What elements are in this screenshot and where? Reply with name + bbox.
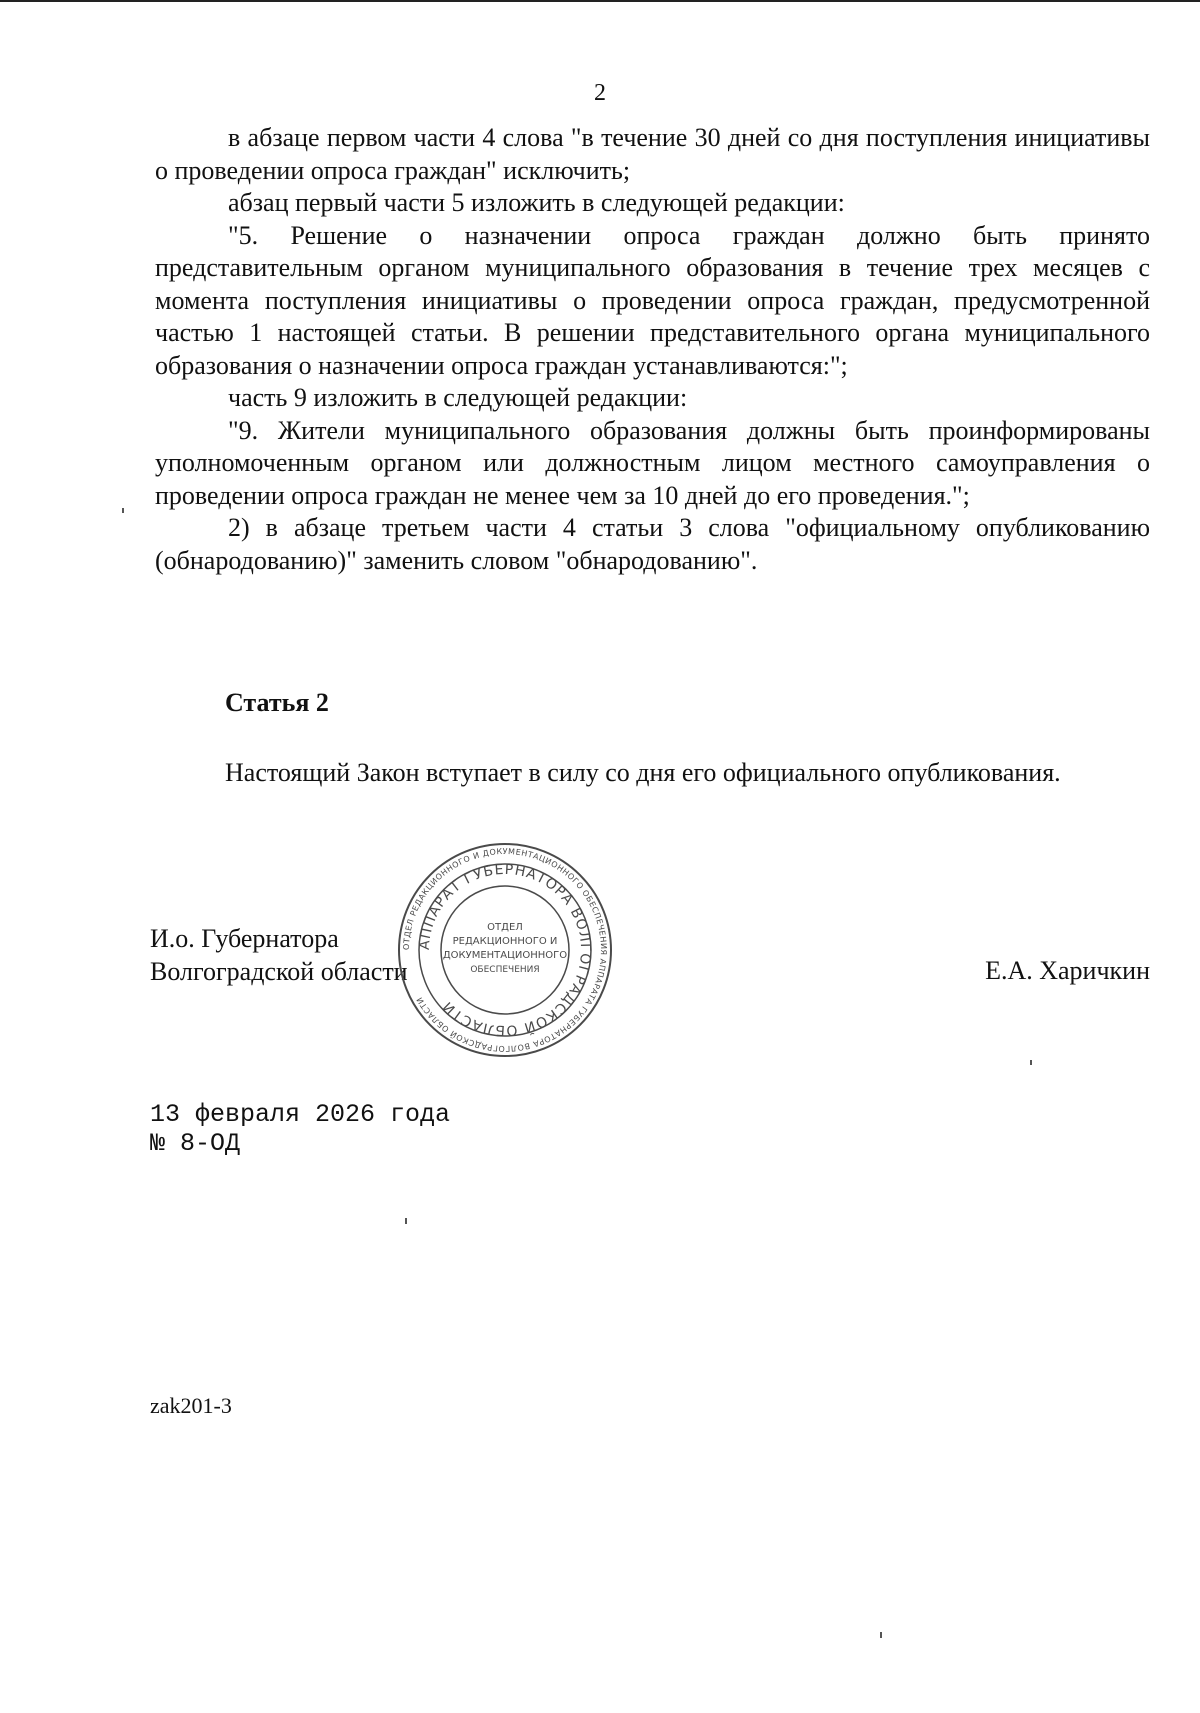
paragraph-6: 2) в абзаце третьем части 4 статьи 3 слова "официальному опубликованию (обнародованию)" заменить словом "обнародованию".	[155, 513, 1150, 575]
registration-block	[150, 1100, 450, 1158]
paragraph-4: часть 9 изложить в следующей редакции:	[228, 383, 688, 412]
scan-speck	[1030, 1060, 1032, 1065]
seal-center-line-1: ОТДЕЛ	[487, 922, 523, 933]
amendment-text	[155, 122, 1150, 577]
scan-speck	[405, 1218, 407, 1224]
scan-edge-line	[0, 0, 1200, 2]
document-code: zak201-3	[150, 1393, 232, 1418]
paragraph-5: "9. Жители муниципального образования должны быть проинформированы уполномоченным органом или должностным лицом местного самоуправления о проведении опроса граждан не менее чем за 10 дней до его проведения.";	[155, 415, 1150, 510]
seal-outer-text: ОТДЕЛ РЕДАКЦИОННОГО И ДОКУМЕНТАЦИОННОГО ОБЕСПЕЧЕНИЯ АППАРАТА ГУБЕРНАТОРА ВОЛГОГРАДСКОЙ ОБЛАСТИ	[401, 846, 609, 1054]
seal-center-line-4: ОБЕСПЕЧЕНИЯ	[470, 965, 540, 975]
page-number: 2	[594, 80, 606, 106]
signatory-title	[150, 922, 408, 988]
seal-center-line-2: РЕДАКЦИОННОГО И	[452, 936, 558, 947]
signatory-title-line-2: Волгоградской области	[150, 957, 408, 986]
law-number: № 8-ОД	[150, 1129, 241, 1158]
article-text: Настоящий Закон вступает в силу со дня его официального опубликования.	[225, 758, 1061, 787]
seal-middle-text: АППАРАТ ГУБЕРНАТОРА ВОЛГОГРАДСКОЙ ОБЛАСТИ	[416, 861, 594, 1039]
paragraph-3: "5. Решение о назначении опроса граждан должно быть принято представительным органом муниципального образования в течение трех месяцев с момента поступления инициативы о проведении опроса граждан, предусмотренной частью 1 настоящей статьи. В решении представительного органа муниципального образования о назначении опроса граждан устанавливаются:";	[155, 220, 1150, 380]
signatory-title-line-1: И.о. Губернатора	[150, 924, 339, 953]
scan-speck	[122, 508, 124, 513]
official-seal	[395, 840, 615, 1060]
article-heading: Статья 2	[225, 688, 329, 717]
scan-speck	[880, 1632, 882, 1638]
paragraph-1: в абзаце первом части 4 слова "в течение 30 дней со дня поступления инициативы о проведении опроса граждан" исключить;	[155, 123, 1150, 185]
seal-center-line-3: ДОКУМЕНТАЦИОННОГО	[442, 950, 568, 961]
paragraph-2: абзац первый части 5 изложить в следующей редакции:	[228, 188, 845, 217]
signatory-name: Е.А. Харичкин	[985, 956, 1150, 985]
signing-date: 13 февраля 2026 года	[150, 1100, 451, 1129]
